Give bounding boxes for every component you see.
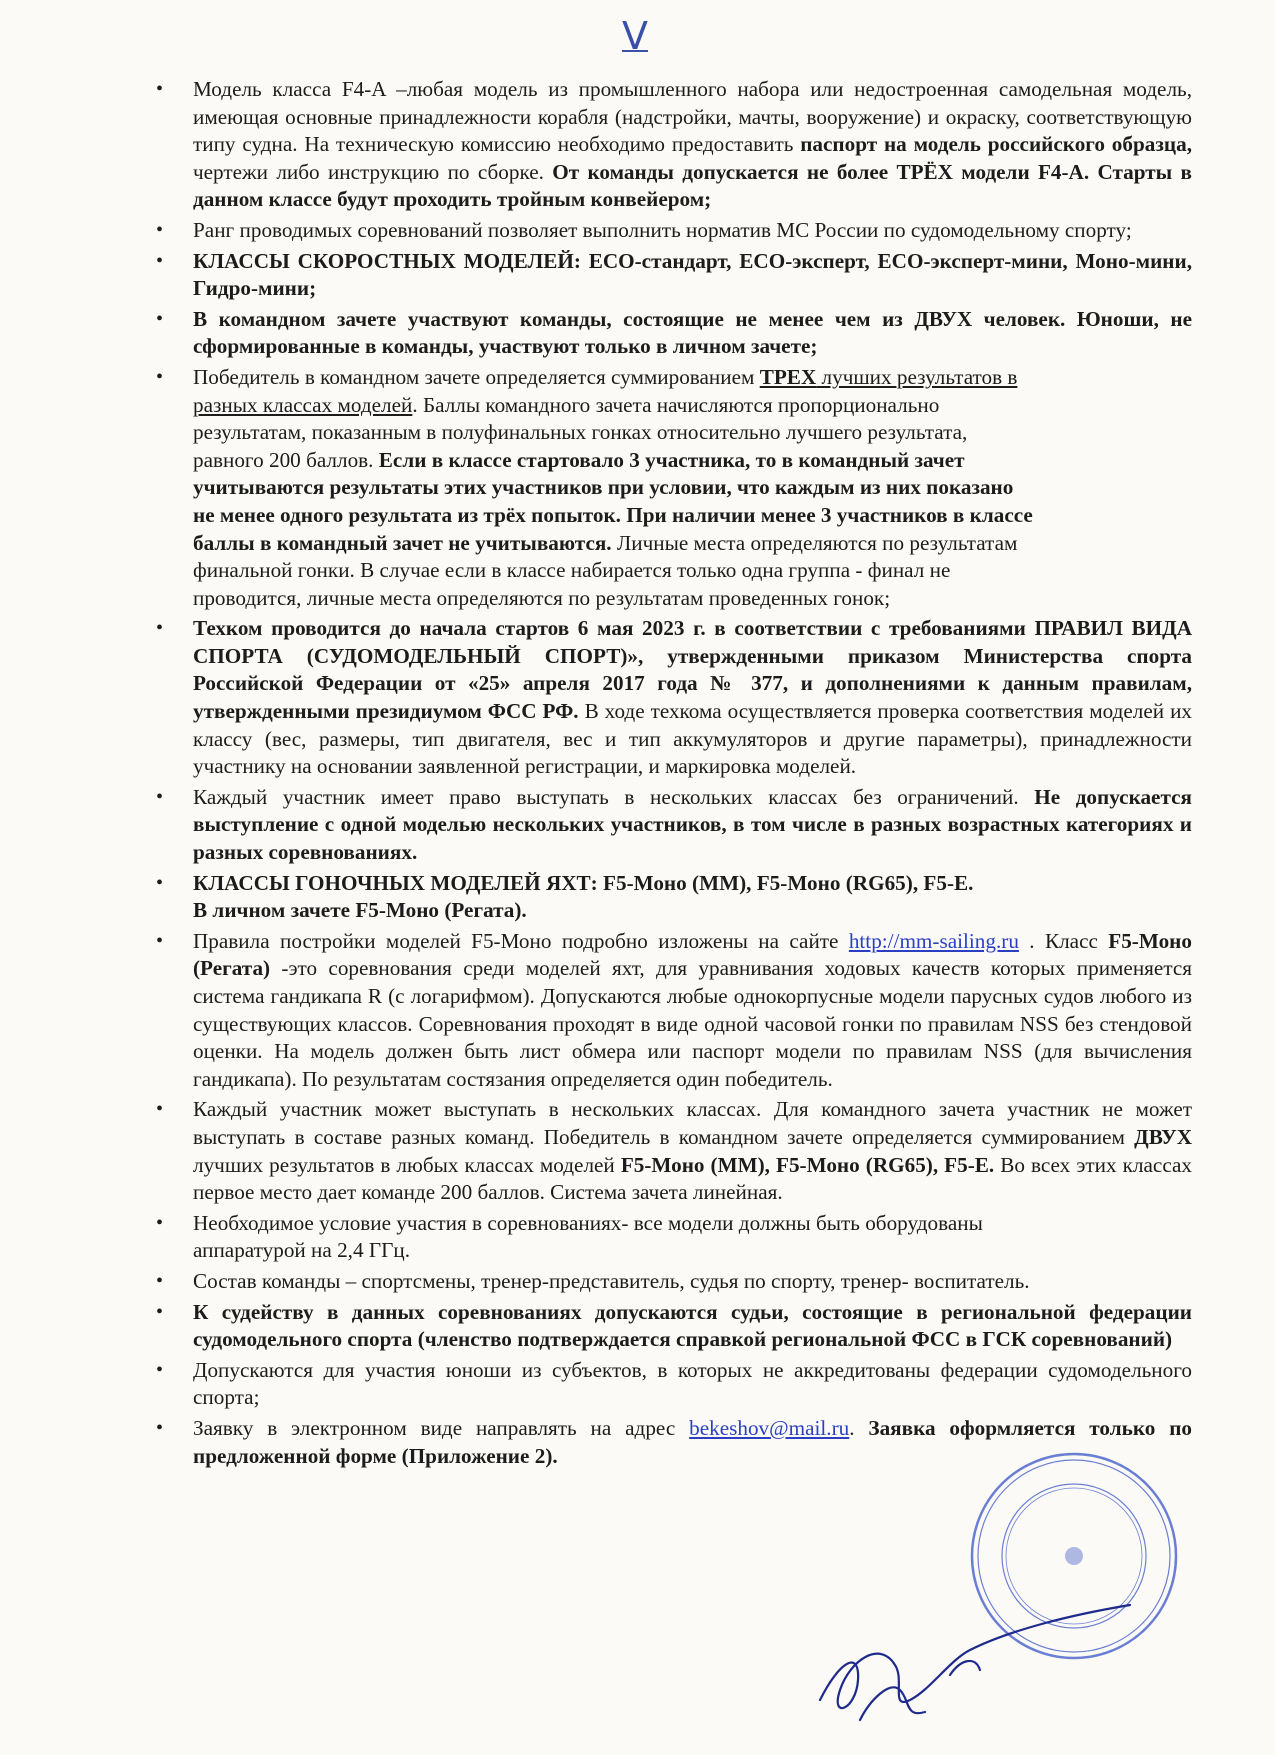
text: чертежи либо инструкцию по сборке. — [193, 159, 553, 184]
bold-text: не менее одного результата из трёх попыток. При наличии менее 3 участников в классе — [193, 502, 1033, 527]
page-mark: V — [622, 14, 648, 58]
bold-text: Если в классе стартовало 3 участника, то в командный зачет — [378, 447, 965, 472]
text: Во всех этих классах первое место дает команде 200 баллов. Система зачета линейная. — [193, 1152, 1192, 1205]
text: Состав команды – спортсмены, тренер-представитель, судья по спорту, тренер- воспитатель. — [193, 1268, 1030, 1293]
bold-text: F5-Моно (ММ), F5-Моно (RG65), F5-E. — [620, 1152, 995, 1177]
bullet-list — [155, 76, 1192, 1470]
list-item — [155, 76, 1192, 214]
text: равного 200 баллов. — [193, 447, 379, 472]
text: Модель класса F4-A –любая модель из промышленного набора или недостроенная самодельная модель, имеющая основные принадлежности корабля (надстройки, мачты, вооружение) и окраску, соответствующую типу судна. На техническую комиссию необходимо предоставить — [193, 77, 1192, 157]
text: Каждый участник может выступать в нескольких классах. Для командного зачета участник не может выступать в составе разных команд. Победитель в командном зачете определяется суммированием — [193, 1097, 1192, 1149]
text: лучших результатов в любых классах моделей — [193, 1152, 621, 1177]
text-line — [193, 1210, 1192, 1238]
text: результатам, показанным в полуфинальных гонках относительно лучшего результата, — [193, 420, 968, 445]
list-item — [155, 870, 1192, 925]
text: . — [849, 1415, 869, 1440]
text-line — [193, 585, 1192, 613]
underlined-text: разных классах моделей — [193, 392, 413, 417]
bold-text: К судейству в данных соревнованиях допускаются судьи, состоящие в региональной федерации судомодельного спорта (членство подтверждается справкой региональной ФСС в ГСК соревнований) — [193, 1299, 1192, 1352]
text-line — [193, 557, 1192, 585]
text-line — [193, 502, 1192, 530]
text: Победитель в командном зачете определяется суммированием — [193, 364, 760, 389]
document-body — [155, 76, 1192, 1473]
text-line — [193, 447, 1192, 475]
list-item — [155, 306, 1192, 361]
link[interactable]: bekeshov@mail.ru — [689, 1415, 850, 1440]
bold-text: баллы в командный зачет не учитываются. — [193, 530, 612, 555]
text: Заявку в электронном виде направлять на адрес — [193, 1415, 690, 1440]
bold-text: паспорт на модель российского образца, — [800, 132, 1192, 157]
text: Личные места определяются по результатам — [611, 530, 1018, 555]
text: финальной гонки. В случае если в классе набирается только одна группа - финал не — [193, 558, 951, 583]
link[interactable]: http://mm-sailing.ru — [848, 928, 1019, 953]
text-line — [193, 870, 1192, 898]
text: Правила постройки моделей F5-Моно подробно изложены на сайте — [193, 928, 849, 953]
text-line — [193, 392, 1192, 420]
text-line — [193, 1237, 1192, 1265]
list-item — [155, 1096, 1192, 1206]
text: аппаратурой на 2,4 ГГц. — [193, 1238, 411, 1263]
bold-text: От команды допускается не более ТРЁХ модели F4-A. Старты в данном классе будут проходить тройным конвейером; — [193, 159, 1192, 212]
list-item — [155, 217, 1192, 245]
list-item — [155, 248, 1192, 303]
text-line — [193, 419, 1192, 447]
text-line — [193, 897, 1192, 925]
bold-text: Не допускается выступление с одной моделью нескольких участников, в том числе в разных возрастных категориях и разных соревнованиях. — [193, 784, 1192, 865]
bold-text: Техком проводится до начала стартов 6 мая 2023 г. в соответствии с требованиями ПРАВИЛ ВИДА СПОРТА (СУДОМОДЕЛЬНЫЙ СПОРТ)», утвержденными приказом Министерства спорта Российской Федерации от «25» апреля 2017 года № 377, и дополнениями к данным правилам, утвержденными президиумом ФСС РФ. — [193, 616, 1192, 724]
text: -это соревнования среди моделей яхт, для уравнивания ходовых качеств которых применяется система гандикапа R (с логарифмом). Допускаются любые однокорпусные модели парусных судов любого из существующих классов. Соревнования проходят в виде одной часовой гонки по правилам NSS без стендовой оценки. На модель должен быть лист обмера или паспорт модели по правилам NSS (для вычисления гандикапа). По результатам состязания определяется один победитель. — [193, 956, 1192, 1091]
signature — [800, 1580, 1180, 1730]
text: Ранг проводимых соревнований позволяет выполнить норматив МС России по судомодельному спорту; — [193, 217, 1132, 242]
underlined-text: лучших результатов в — [816, 364, 1018, 389]
text: В ходе техкома осуществляется проверка соответствия моделей их классу (вес, размеры, тип двигателя, вес и тип аккумуляторов и другие параметры), принадлежности участнику на основании заявленной регистрации, и маркировка моделей. — [193, 699, 1193, 779]
bold-text: ДВУХ — [1134, 1124, 1192, 1149]
text: проводится, личные места определяются по результатам проведенных гонок; — [193, 585, 891, 610]
text: Допускаются для участия юноши из субъектов, в которых не аккредитованы федерации судомодельного спорта; — [193, 1357, 1192, 1410]
list-item — [155, 1299, 1192, 1354]
bold-text: F5-Моно (Регата) — [193, 928, 1192, 981]
list-item — [155, 784, 1192, 867]
list-item — [155, 1210, 1192, 1265]
text: . Класс — [1018, 928, 1109, 953]
text-line — [193, 474, 1192, 502]
list-item — [155, 364, 1192, 612]
list-item — [155, 1357, 1192, 1412]
bold-text: В личном зачете F5-Моно (Регата). — [193, 898, 527, 923]
text: Необходимое условие участия в соревнованиях- все модели должны быть оборудованы — [193, 1210, 983, 1235]
text-line — [193, 530, 1192, 558]
bold-text: учитываются результаты этих участников при условии, что каждым из них показано — [193, 475, 1014, 500]
bold-underlined-text: ТРЕХ — [759, 364, 817, 389]
text-line — [193, 364, 1192, 392]
list-item — [155, 615, 1192, 781]
text: . Баллы командного зачета начисляются пропорционально — [412, 392, 940, 417]
bold-text: КЛАССЫ СКОРОСТНЫХ МОДЕЛЕЙ: ЕСО-стандарт, ЕСО-эксперт, ЕСО-эксперт-мини, Моно-мини, Гидро-мини; — [193, 248, 1192, 301]
bold-text: КЛАССЫ ГОНОЧНЫХ МОДЕЛЕЙ ЯХТ: F5-Моно (ММ), F5-Моно (RG65), F5-E. — [193, 870, 974, 895]
bold-text: Заявка оформляется только по предложенной форме (Приложение 2). — [193, 1415, 1192, 1468]
list-item — [155, 1268, 1192, 1296]
text: Каждый участник имеет право выступать в нескольких классах без ограничений. — [193, 784, 1035, 809]
bold-text: В командном зачете участвуют команды, состоящие не менее чем из ДВУХ человек. Юноши, не сформированные в команды, участвуют только в личном зачете; — [193, 306, 1192, 359]
list-item — [155, 928, 1192, 1094]
